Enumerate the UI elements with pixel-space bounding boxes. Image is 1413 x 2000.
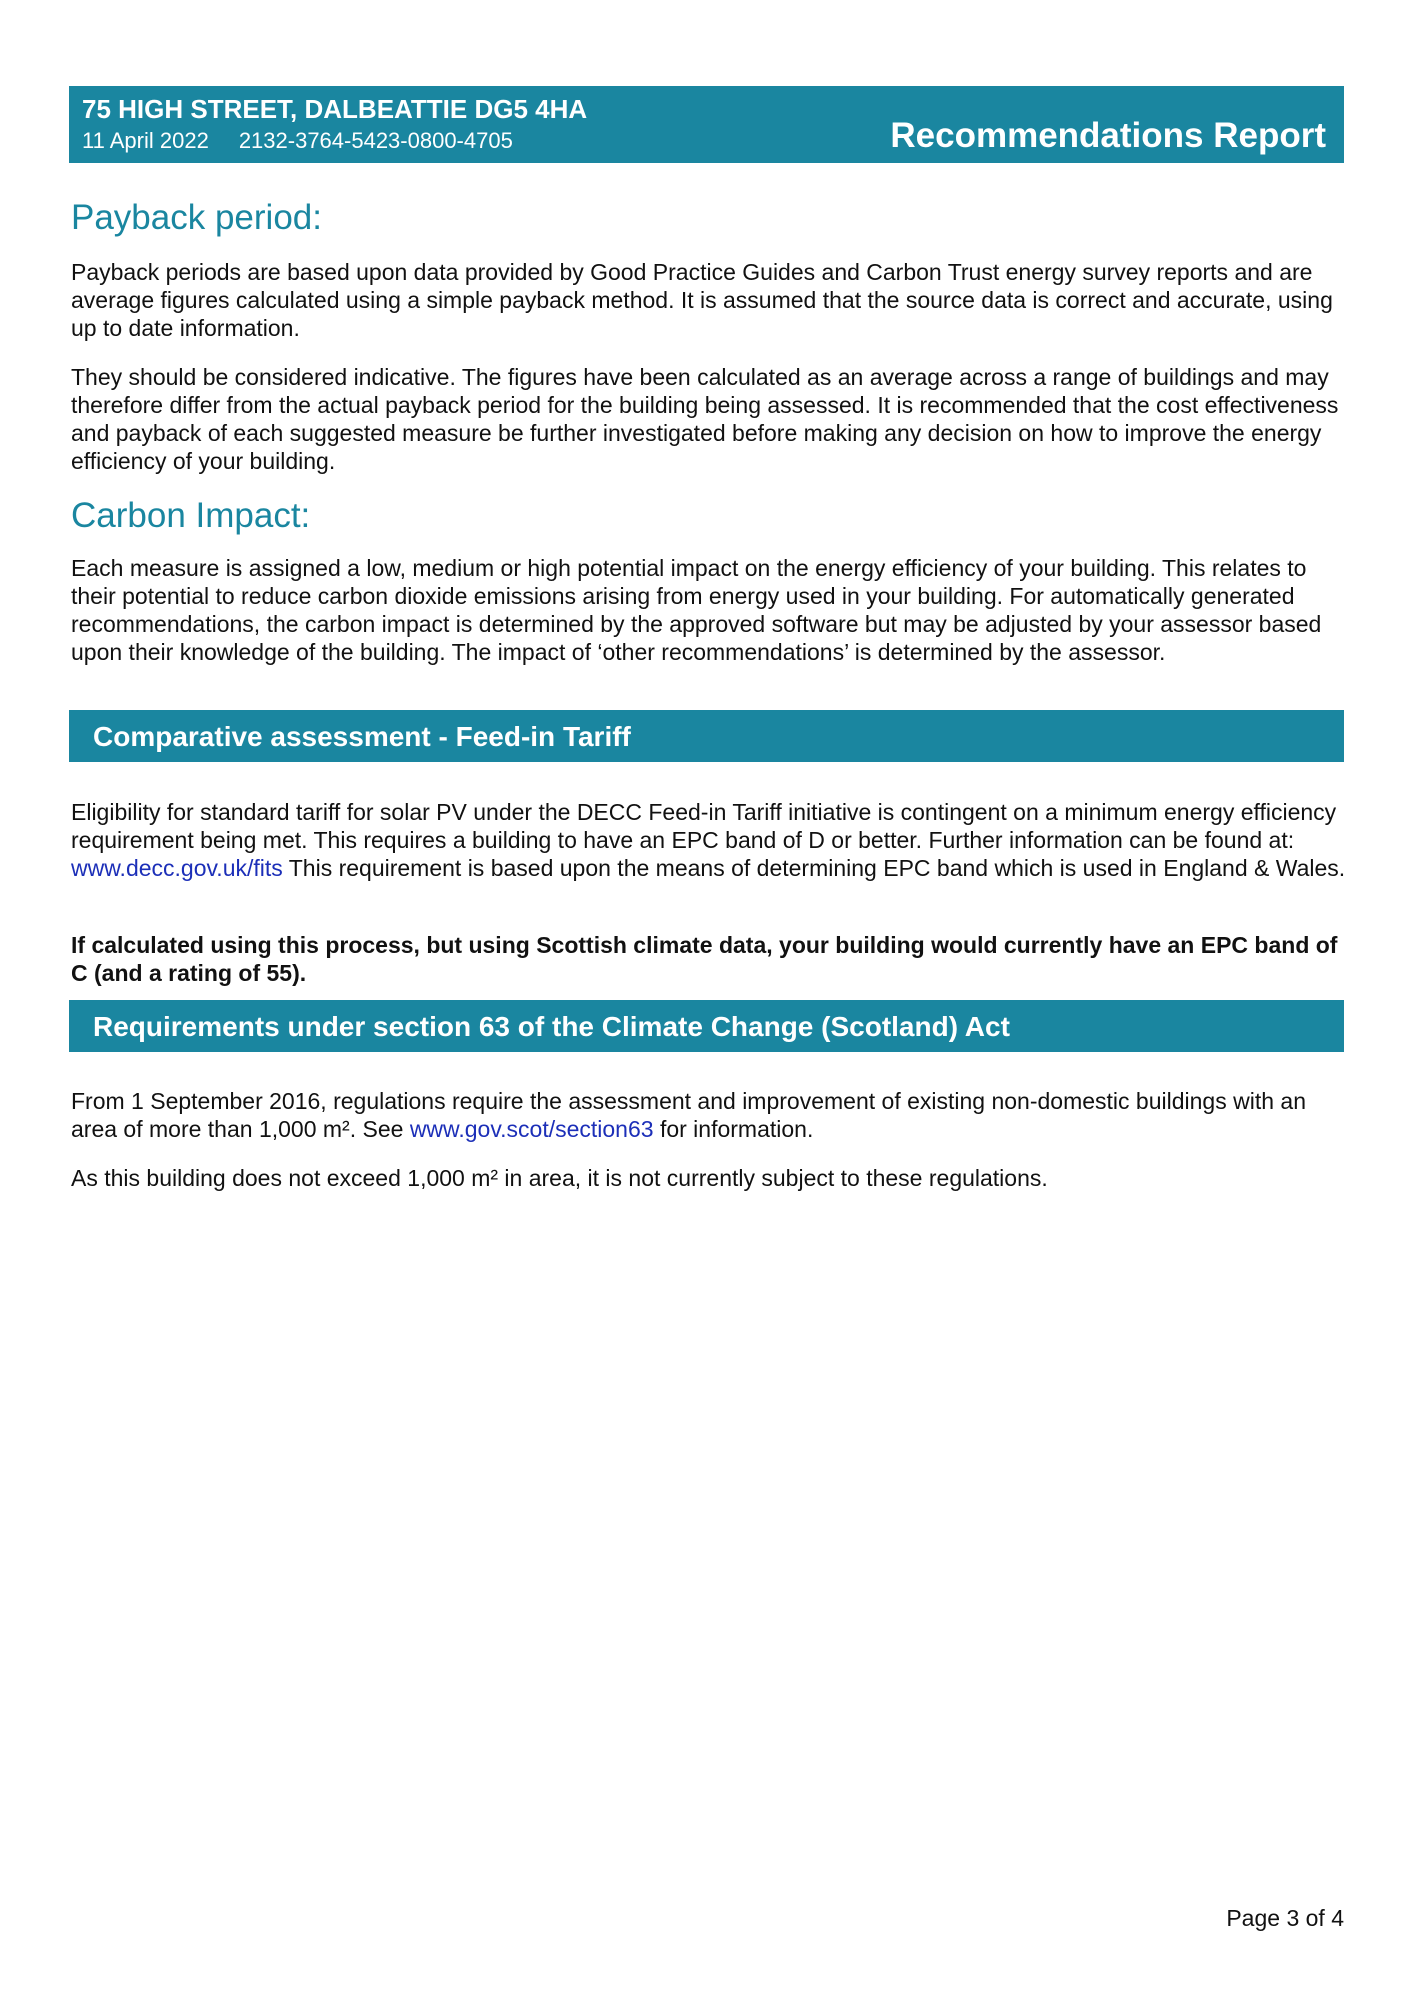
report-title: Recommendations Report [890, 116, 1326, 155]
report-header [69, 86, 1344, 163]
report-meta [82, 128, 513, 154]
section63-paragraph-2: As this building does not exceed 1,000 m² in area, it is not currently subject to these regulations. [71, 1165, 1048, 1191]
section63-text-a: From 1 September 2016, regulations require the assessment and improvement of existing non-domestic buildings with an area of more than 1,000 m². See [71, 1088, 1306, 1142]
feed-in-tariff-heading: Comparative assessment - Feed-in Tariff [93, 721, 631, 752]
section63-text-b: for information. [653, 1116, 814, 1142]
decc-fits-link[interactable]: www.decc.gov.uk/fits [71, 855, 283, 881]
report-reference: 2132-3764-5423-0800-4705 [238, 128, 513, 153]
report-date: 11 April 2022 [82, 128, 209, 153]
gov-scot-section63-link[interactable]: www.gov.scot/section63 [409, 1116, 654, 1142]
section63-paragraph-1 [71, 1087, 1347, 1143]
feed-in-tariff-bar [69, 710, 1344, 762]
page-number: Page 3 of 4 [1226, 1905, 1344, 1931]
payback-heading: Payback period: [71, 198, 322, 237]
section63-bar [69, 1000, 1344, 1052]
feed-in-text-a: Eligibility for standard tariff for solar PV under the DECC Feed-in Tariff initiative is contingent on a minimum energy efficiency requirement being met. This requires a building to have an EPC band of D or better. Further information can be found at: [71, 799, 1337, 853]
carbon-heading: Carbon Impact: [71, 496, 311, 535]
feed-in-paragraph-1 [71, 798, 1347, 882]
payback-paragraph-2: They should be considered indicative. The figures have been calculated as an average across a range of buildings and may therefore differ from the actual payback period for the building being assessed. It is recommended that the cost effectiveness and payback of each suggested measure be further investigated before making any decision on how to improve the energy efficiency of your building. [71, 364, 1339, 474]
feed-in-text-b: This requirement is based upon the means of determining EPC band which is used in England & Wales. [282, 855, 1346, 881]
property-address: 75 HIGH STREET, DALBEATTIE DG5 4HA [82, 94, 588, 124]
scottish-band-statement: If calculated using this process, but using Scottish climate data, your building would currently have an EPC band of C (and a rating of 55). [71, 932, 1338, 986]
carbon-paragraph: Each measure is assigned a low, medium or high potential impact on the energy efficiency of your building. This relates to their potential to reduce carbon dioxide emissions arising from energy used in your building. For automatically generated recommendations, the carbon impact is determined by the approved software but may be adjusted by your assessor based upon their knowledge of the building. The impact of ‘other recommendations’ is determined by the assessor. [71, 555, 1322, 665]
section63-heading: Requirements under section 63 of the Climate Change (Scotland) Act [93, 1011, 1010, 1042]
payback-paragraph-1: Payback periods are based upon data provided by Good Practice Guides and Carbon Trust energy survey reports and are average figures calculated using a simple payback method. It is assumed that the source data is correct and accurate, using up to date information. [71, 259, 1333, 341]
